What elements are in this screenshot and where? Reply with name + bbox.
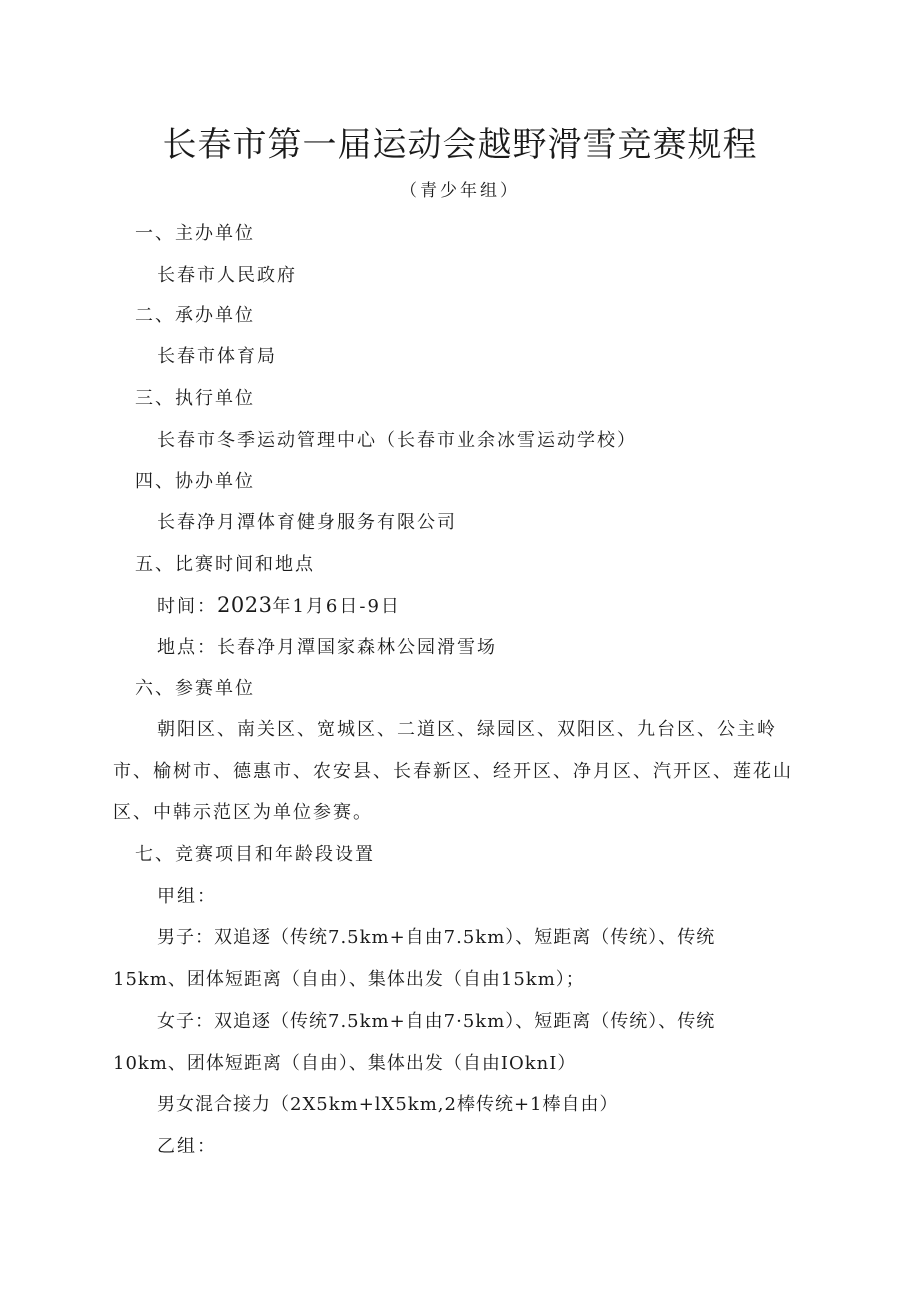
document-subtitle: （青少年组） (400, 181, 520, 201)
section-heading-co-organizer: 四、协办单位 (135, 471, 255, 492)
event-place: 地点：长春净月潭国家森林公园滑雪场 (157, 637, 497, 658)
document-title: 长春市第一届运动会越野滑雪竞赛规程 (162, 125, 758, 165)
men-events-line-1: 男子：双追逐（传统7.5km+自由7.5km）、短距离（传统）、传统 (157, 927, 716, 948)
mixed-relay: 男女混合接力（2X5km+lX5km,2棒传统+1棒自由） (157, 1094, 619, 1115)
group-b-label: 乙组： (157, 1136, 217, 1157)
event-time-label: 时间： (157, 596, 217, 617)
participants-line-1: 朝阳区、南关区、宽城区、二道区、绿园区、双阳区、九台区、公主岭 (157, 719, 777, 740)
section-heading-time-place: 五、比赛时间和地点 (135, 554, 315, 575)
section-content-executor: 长春市冬季运动管理中心（长春市业余冰雪运动学校） (157, 430, 637, 451)
section-heading-participants: 六、参赛单位 (135, 678, 255, 699)
group-a-label: 甲组： (157, 886, 217, 907)
women-events-line-1: 女子：双追逐（传统7.5km+自由7·5km）、短距离（传统）、传统 (157, 1011, 716, 1032)
section-content-organizer: 长春市人民政府 (157, 265, 297, 286)
event-time-year: 2023 (217, 593, 273, 617)
section-content-undertaker: 长春市体育局 (157, 346, 277, 367)
participants-line-3: 区、中韩示范区为单位参赛。 (113, 802, 373, 823)
participants-line-2: 市、榆树市、德惠市、农安县、长春新区、经开区、净月区、汽开区、莲花山 (113, 761, 793, 782)
women-events-line-2: 10km、团体短距离（自由）、集体出发（自由IOknI） (113, 1053, 577, 1074)
section-heading-executor: 三、执行单位 (135, 388, 255, 409)
event-time (157, 591, 401, 621)
men-events-line-2: 15km、团体短距离（自由）、集体出发（自由15km）； (113, 969, 585, 990)
section-heading-events: 七、竞赛项目和年龄段设置 (135, 844, 375, 865)
section-heading-undertaker: 二、承办单位 (135, 305, 255, 326)
section-heading-organizer: 一、主办单位 (135, 223, 255, 244)
event-time-dates: 年1月6日-9日 (272, 596, 401, 617)
section-content-co-organizer: 长春净月潭体育健身服务有限公司 (157, 512, 457, 533)
